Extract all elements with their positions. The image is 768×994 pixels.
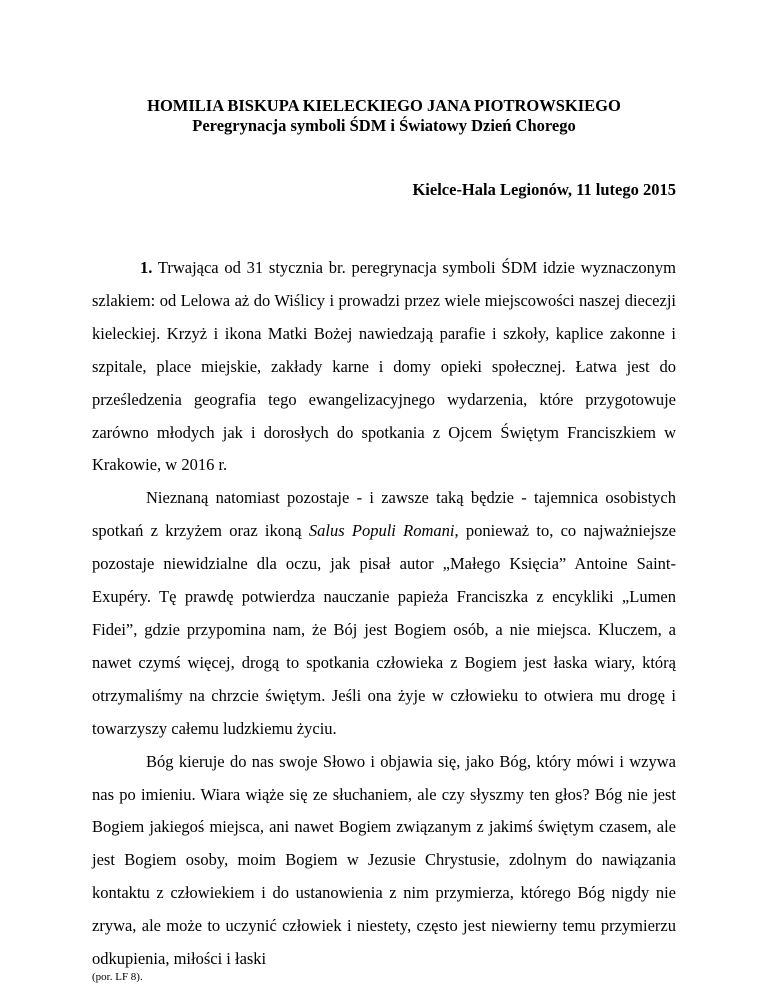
paragraph-number: 1.: [140, 258, 153, 277]
document-subtitle: Peregrynacja symboli ŚDM i Światowy Dzień Chorego: [192, 116, 576, 135]
paragraph-3-text: Bóg kieruje do nas swoje Słowo i objawia się, jako Bóg, który mówi i wzywa nas po imieniu. Wiara wiąże się ze słuchaniem, ale czy słyszmy ten głos? Bóg nie jest Bogiem jakiegoś miejsca, ani nawet Bogiem związanym z jakimś świętym czasem, ale jest Bogiem osoby, moim Bogiem w Jezusie Chrystusie, zdolnym do nawiązania kontaktu z człowiekiem i do ustanowienia z nim przymierza, którego Bóg nigdy nie zrywa, ale może to uczynić człowiek i niestety, często jest niewierny temu przymierzu odkupienia, miłości i łaski: [92, 751, 676, 969]
paragraph-2: [92, 482, 676, 745]
place-date: Kielce-Hala Legionów, 11 lutego 2015: [412, 180, 676, 199]
paragraph-1: [92, 252, 676, 482]
reference-note: (por. LF 8).: [92, 970, 143, 983]
document-title: HOMILIA BISKUPA KIELECKIEGO JANA PIOTROWSKIEGO: [147, 96, 621, 115]
document-body: [92, 252, 676, 984]
italic-title: Salus Populi Romani: [308, 521, 455, 541]
paragraph-2-text-end: , ponieważ to, co najważniejsze pozostaje niewidzialne dla oczu, jak pisał autor „Małego Księcia” Antoine Saint-Exupéry. Tę prawdę potwierdza nauczanie papieża Franciszka z encykliki „Lumen Fidei”, gdzie przypomina nam, że Bój jest Bogiem osób, a nie miejsca. Kluczem, a nawet czymś więcej, drogą to spotkania człowieka z Bogiem jest łaska wiary, którą otrzymaliśmy na chrzcie świętym. Jeśli ona żyje w człowieku to otwiera mu drogę i towarzyszy całemu ludzkiemu życiu.: [92, 521, 676, 738]
paragraph-3: [92, 746, 676, 976]
paragraph-2-text-start: Nieznaną natomiast pozostaje - i zawsze taką będzie - tajemnica osobistych spotkań z krzyżem oraz ikoną: [92, 488, 676, 541]
title-block: [0, 96, 768, 136]
paragraph-1-text: Trwająca od 31 stycznia br. peregrynacja symboli ŚDM idzie wyznaczonym szlakiem: od Lelowa aż do Wiślicy i prowadzi przez wiele miejscowości naszej diecezji kieleckiej. Krzyż i ikona Matki Bożej nawiedzają parafie i szkoły, kaplice zakonne i szpitale, place miejskie, zakłady karne i domy opieki społecznej. Łatwa jest do prześledzenia geografia tego ewangelizacyjnego wydarzenia, które przygotowuje zarówno młodych jak i dorosłych do spotkania z Ojcem Świętym Franciszkiem w Krakowie, w 2016 r.: [92, 258, 677, 475]
